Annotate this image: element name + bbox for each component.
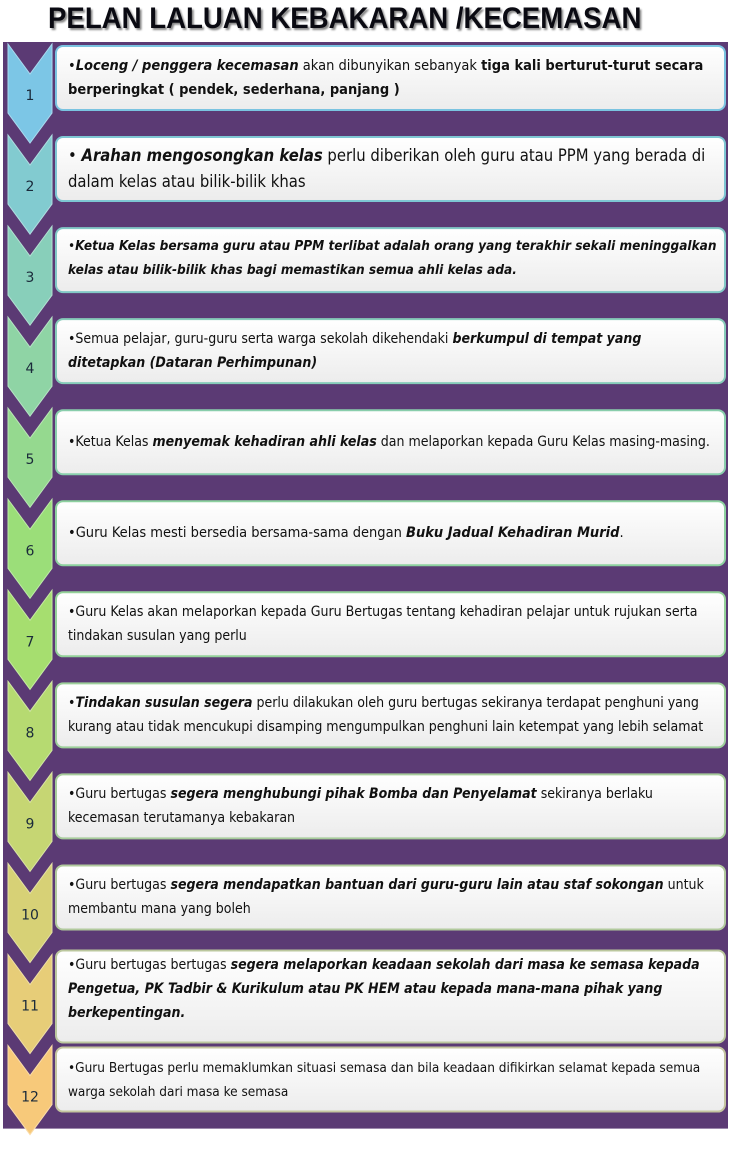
step-text-segment: •Ketua Kelas xyxy=(68,434,153,451)
step-text-segment: Ketua Kelas bersama guru atau PPM terlibat adalah orang yang terakhir sekali meninggalkan kelas atau bilik-bilik khas bagi memastikan semua ahli kelas ada. xyxy=(68,238,717,279)
step-text-segment: •Guru bertugas bertugas xyxy=(68,956,231,973)
step-text-segment: • xyxy=(68,695,76,712)
step-text-segment: segera mendapatkan bantuan dari guru-guru lain atau staf sokongan xyxy=(170,877,664,894)
step-text-segment: Tindakan susulan segera xyxy=(75,695,253,712)
step-description xyxy=(64,327,719,375)
step-number: 10 xyxy=(21,907,39,924)
step-text-segment: segera melaporkan keadaan sekolah dari masa ke semasa kepada Pengetua, PK Tadbir & Kurikulum atau PK HEM atau kepada mana-mana pihak yang berkepentingan. xyxy=(68,956,700,1021)
step-text-segment: akan dibunyikan sebanyak xyxy=(298,58,482,74)
step-number: 11 xyxy=(21,998,39,1015)
step-text-segment: • xyxy=(68,146,82,166)
step-description xyxy=(64,430,719,454)
step-text-segment: Arahan mengosongkan kelas xyxy=(81,146,323,166)
step-text-segment: •Guru Kelas akan melaporkan kepada Guru Bertugas tentang kehadiran pelajar untuk rujukan serta tindakan susulan yang perlu xyxy=(68,604,698,645)
step-text-segment: Buku Jadual Kehadiran Murid xyxy=(406,525,620,542)
step-description xyxy=(64,953,719,1025)
step-text-segment: •Guru bertugas xyxy=(68,877,171,894)
step-number: 7 xyxy=(25,634,35,651)
step-text-segment: perlu diberikan oleh guru atau PPM yang berada di dalam kelas atau bilik-bilik khas xyxy=(68,146,706,192)
step-number: 1 xyxy=(25,88,35,104)
step-text-segment: Loceng / penggera kecemasan xyxy=(75,58,299,74)
step-text-segment: • xyxy=(68,238,76,255)
step-text-segment: untuk membantu mana yang boleh xyxy=(68,877,704,918)
step-text-segment: menyemak kehadiran ahli kelas xyxy=(152,434,377,451)
step-number: 6 xyxy=(25,543,35,560)
step-description xyxy=(64,1056,719,1104)
step-text-segment: tiga kali berturut-turut secara berperingkat ( pendek, sederhana, panjang ) xyxy=(68,58,704,98)
step-description xyxy=(64,782,719,830)
step-text-segment: segera menghubungi pihak Bomba dan Penyelamat xyxy=(170,786,537,803)
step-number: 3 xyxy=(25,270,35,287)
step-text-segment: •Semua pelajar, guru-guru serta warga sekolah dikehendaki xyxy=(68,331,453,348)
step-number: 5 xyxy=(25,452,35,469)
page-title: PELAN LALUAN KEBAKARAN /KECEMASAN xyxy=(48,2,642,35)
step-number: 12 xyxy=(21,1089,39,1106)
step-number: 9 xyxy=(25,816,35,833)
step-description xyxy=(64,873,719,921)
step-text-segment: •Guru bertugas xyxy=(68,786,171,803)
step-description xyxy=(64,521,719,545)
step-number: 2 xyxy=(25,179,35,196)
step-description xyxy=(64,691,719,739)
step-text-segment: . xyxy=(619,525,624,542)
step-description xyxy=(64,54,719,102)
step-description xyxy=(64,234,719,282)
step-text-segment: •Guru Kelas mesti bersedia bersama-sama dengan xyxy=(68,525,406,542)
step-text-segment: dan melaporkan kepada Guru Kelas masing-masing. xyxy=(376,434,710,451)
step-number: 4 xyxy=(25,361,35,378)
step-text-segment: •Guru Bertugas perlu memaklumkan situasi semasa dan bila keadaan difikirkan selamat kepada semua warga sekolah dari masa ke semasa xyxy=(68,1059,701,1100)
step-number: 8 xyxy=(25,725,35,742)
step-text-segment: • xyxy=(68,58,76,74)
step-text-segment: sekiranya berlaku kecemasan terutamanya kebakaran xyxy=(68,786,653,827)
step-text-segment: perlu dilakukan oleh guru bertugas sekiranya terdapat penghuni yang kurang atau tidak mencukupi disamping mengumpulkan penghuni lain ketempat yang lebih selamat xyxy=(68,695,704,736)
step-text-segment: berkumpul di tempat yang ditetapkan (Dataran Perhimpunan) xyxy=(68,331,642,372)
step-description xyxy=(64,143,719,195)
step-description xyxy=(64,600,719,648)
